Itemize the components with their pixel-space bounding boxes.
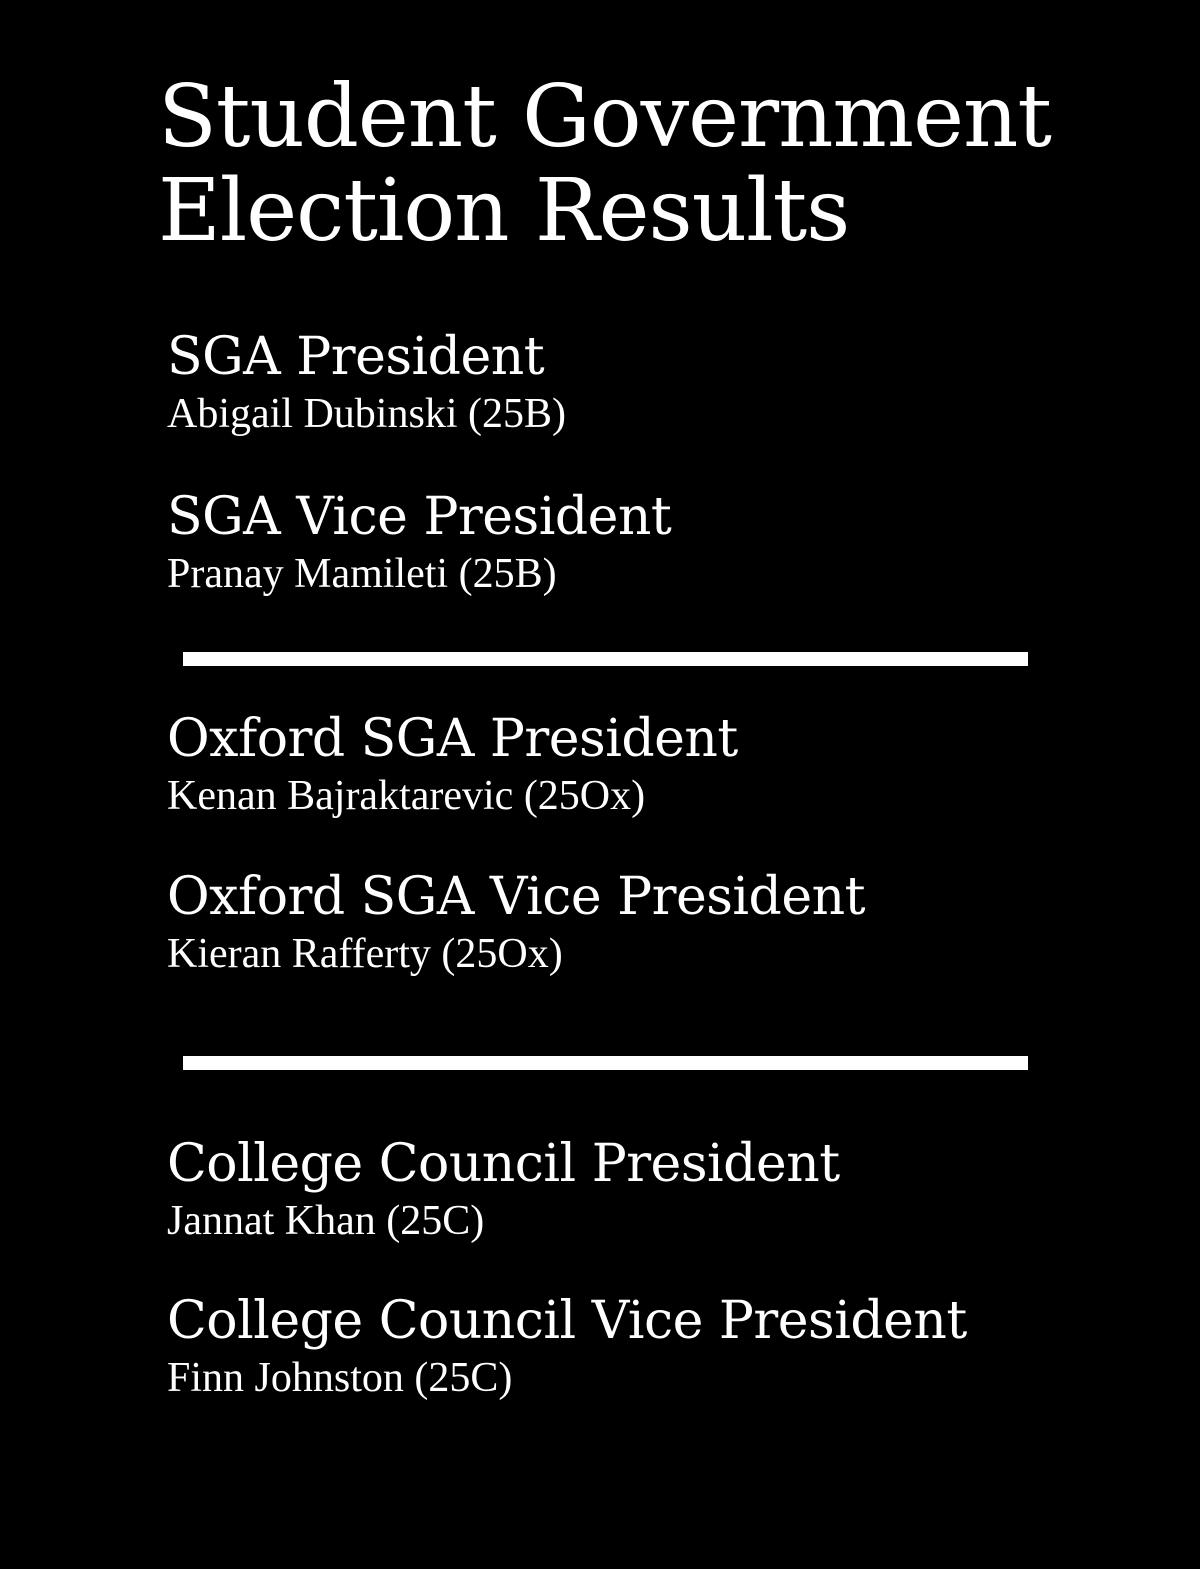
section-divider [183, 1056, 1028, 1070]
winner-name: Jannat Khan (25C) [167, 1198, 485, 1244]
section-divider [183, 652, 1028, 666]
page-title [158, 67, 1051, 261]
winner-name: Abigail Dubinski (25B) [167, 391, 566, 437]
page-title-line-2: Election Results [158, 161, 850, 261]
winner-name: Kenan Bajraktarevic (25Ox) [167, 773, 646, 819]
role-label: SGA President [167, 327, 545, 387]
role-label: Oxford SGA Vice President [167, 867, 866, 927]
winner-name: Finn Johnston (25C) [167, 1355, 513, 1401]
role-label: Oxford SGA President [167, 709, 738, 769]
role-label: College Council Vice President [167, 1291, 967, 1351]
result-sga-vice-president [167, 488, 671, 598]
role-label: College Council President [167, 1134, 840, 1194]
result-sga-president [167, 328, 566, 438]
result-oxford-sga-president [167, 710, 738, 820]
result-college-council-vice-president [167, 1292, 967, 1402]
page-title-line-1: Student Government [158, 67, 1051, 167]
role-label: SGA Vice President [167, 487, 672, 547]
result-oxford-sga-vice-president [167, 868, 865, 978]
result-college-council-president [167, 1135, 840, 1245]
winner-name: Pranay Mamileti (25B) [167, 551, 557, 597]
winner-name: Kieran Rafferty (25Ox) [167, 931, 563, 977]
